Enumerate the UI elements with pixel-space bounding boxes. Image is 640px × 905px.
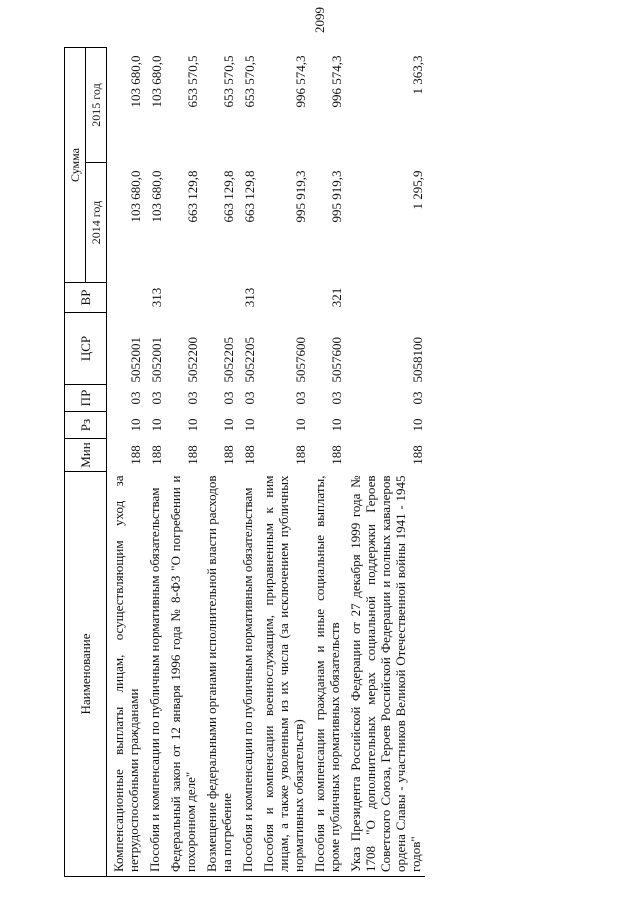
row-name: Пособия и компенсации по публичным нормативным обязательствам: [143, 472, 164, 877]
row-name: Пособия и компенсации гражданам и иные социальные выплаты, кроме публичных нормативных обязательств: [308, 472, 344, 877]
row-rz: 10: [128, 418, 143, 432]
row-csr: 5058100: [410, 337, 425, 383]
row-name: Пособия и компенсации военнослужащим, приравненным к ним лицам, а также уволенным из их числа (за исключением публичных нормативных обязательств): [257, 472, 308, 877]
header-sum: Сумма: [65, 47, 86, 282]
row-vr: [257, 283, 308, 313]
row-pr: 03: [410, 391, 425, 405]
row-vr: [200, 283, 236, 313]
row-min: 188: [329, 445, 344, 465]
row-sum-2014: 663 129,8: [221, 170, 236, 223]
row-vr: [164, 283, 200, 313]
row-pr: 03: [185, 391, 200, 405]
row-min: 188: [149, 445, 164, 465]
row-pr: 03: [329, 391, 344, 405]
page-number: [300, 5, 340, 35]
row-sum-2015: 653 570,5: [185, 55, 200, 108]
row-sum-2014: 1 295,9: [410, 170, 425, 210]
row-sum-2014: 995 919,3: [329, 170, 344, 223]
row-sum-2014: 103 680,0: [128, 170, 143, 223]
budget-table: [64, 47, 425, 877]
row-rz: 10: [410, 418, 425, 432]
budget-sheet: [64, 48, 579, 877]
header-2015: 2015 год: [86, 47, 107, 162]
row-pr: 03: [242, 391, 257, 405]
page-number-text: 2099: [312, 7, 327, 33]
row-sum-2015: 653 570,5: [242, 55, 257, 108]
header-name: Наименование: [65, 472, 107, 877]
row-rz: 10: [149, 418, 164, 432]
row-min: 188: [185, 445, 200, 465]
row-vr: 321: [329, 287, 344, 308]
row-min: 188: [242, 445, 257, 465]
row-name: Возмещение федеральными органами исполнительной власти расходов на погребение: [200, 472, 236, 877]
row-rz: 10: [329, 418, 344, 432]
row-pr: 03: [221, 391, 236, 405]
row-rz: 10: [221, 418, 236, 432]
row-sum-2014: 663 129,8: [185, 170, 200, 223]
row-rz: 10: [293, 418, 308, 432]
row-pr: 03: [149, 391, 164, 405]
row-vr: [107, 283, 144, 313]
row-sum-2014: 103 680,0: [149, 170, 164, 223]
row-vr: [344, 283, 425, 313]
row-min: 188: [293, 445, 308, 465]
row-name: Пособия и компенсации по публичным нормативным обязательствам: [236, 472, 257, 877]
row-sum-2015: 103 680,0: [149, 55, 164, 108]
table-row: [344, 47, 425, 876]
row-sum-2015: 103 680,0: [128, 55, 143, 108]
row-min: 188: [128, 445, 143, 465]
row-pr: 03: [128, 391, 143, 405]
row-name: Федеральный закон от 12 января 1996 года № 8-ФЗ "О погребении и похоронном деле": [164, 472, 200, 877]
row-csr: 5052205: [221, 337, 236, 383]
row-min: 188: [221, 445, 236, 465]
header-pr: ПР: [65, 385, 107, 412]
table-row: [257, 47, 308, 876]
row-sum-2015: 996 574,3: [293, 55, 308, 108]
row-sum-2015: 996 574,3: [329, 55, 344, 108]
table-row: [143, 47, 164, 876]
header-2014: 2014 год: [86, 163, 107, 283]
row-rz: 10: [242, 418, 257, 432]
table-row: [107, 47, 144, 876]
row-csr: 5052205: [242, 337, 257, 383]
row-sum-2015: 653 570,5: [221, 55, 236, 108]
header-csr: ЦСР: [65, 313, 107, 385]
header-min: Мин: [65, 439, 107, 472]
table-row: [200, 47, 236, 876]
row-csr: 5057600: [293, 337, 308, 383]
table-row: [236, 47, 257, 876]
row-rz: 10: [185, 418, 200, 432]
row-min: 188: [410, 445, 425, 465]
header-row: [65, 47, 86, 876]
header-rz: Рз: [65, 412, 107, 439]
row-name: Компенсационные выплаты лицам, осуществляющим уход за нетрудоспособными гражданами: [107, 472, 144, 877]
row-sum-2014: 995 919,3: [293, 170, 308, 223]
row-csr: 5052200: [185, 337, 200, 383]
row-sum-2015: 1 363,3: [410, 55, 425, 95]
row-pr: 03: [293, 391, 308, 405]
row-vr: 313: [149, 287, 164, 308]
row-csr: 5052001: [128, 337, 143, 383]
row-name: Указ Президента Российской Федерации от 27 декабря 1999 года № 1708 "О дополнительных мерах социальной поддержки Героев Советского Союза, Героев Российской Федерации и полных кавалеров ордена Славы - участников Великой Отечественной войны 1941 - 1945 годов": [344, 472, 425, 877]
table-row: [308, 47, 344, 876]
header-vr: ВР: [65, 283, 107, 313]
row-csr: 5057600: [329, 337, 344, 383]
row-csr: 5052001: [149, 337, 164, 383]
table-row: [164, 47, 200, 876]
row-sum-2014: 663 129,8: [242, 170, 257, 223]
row-vr: 313: [242, 287, 257, 308]
